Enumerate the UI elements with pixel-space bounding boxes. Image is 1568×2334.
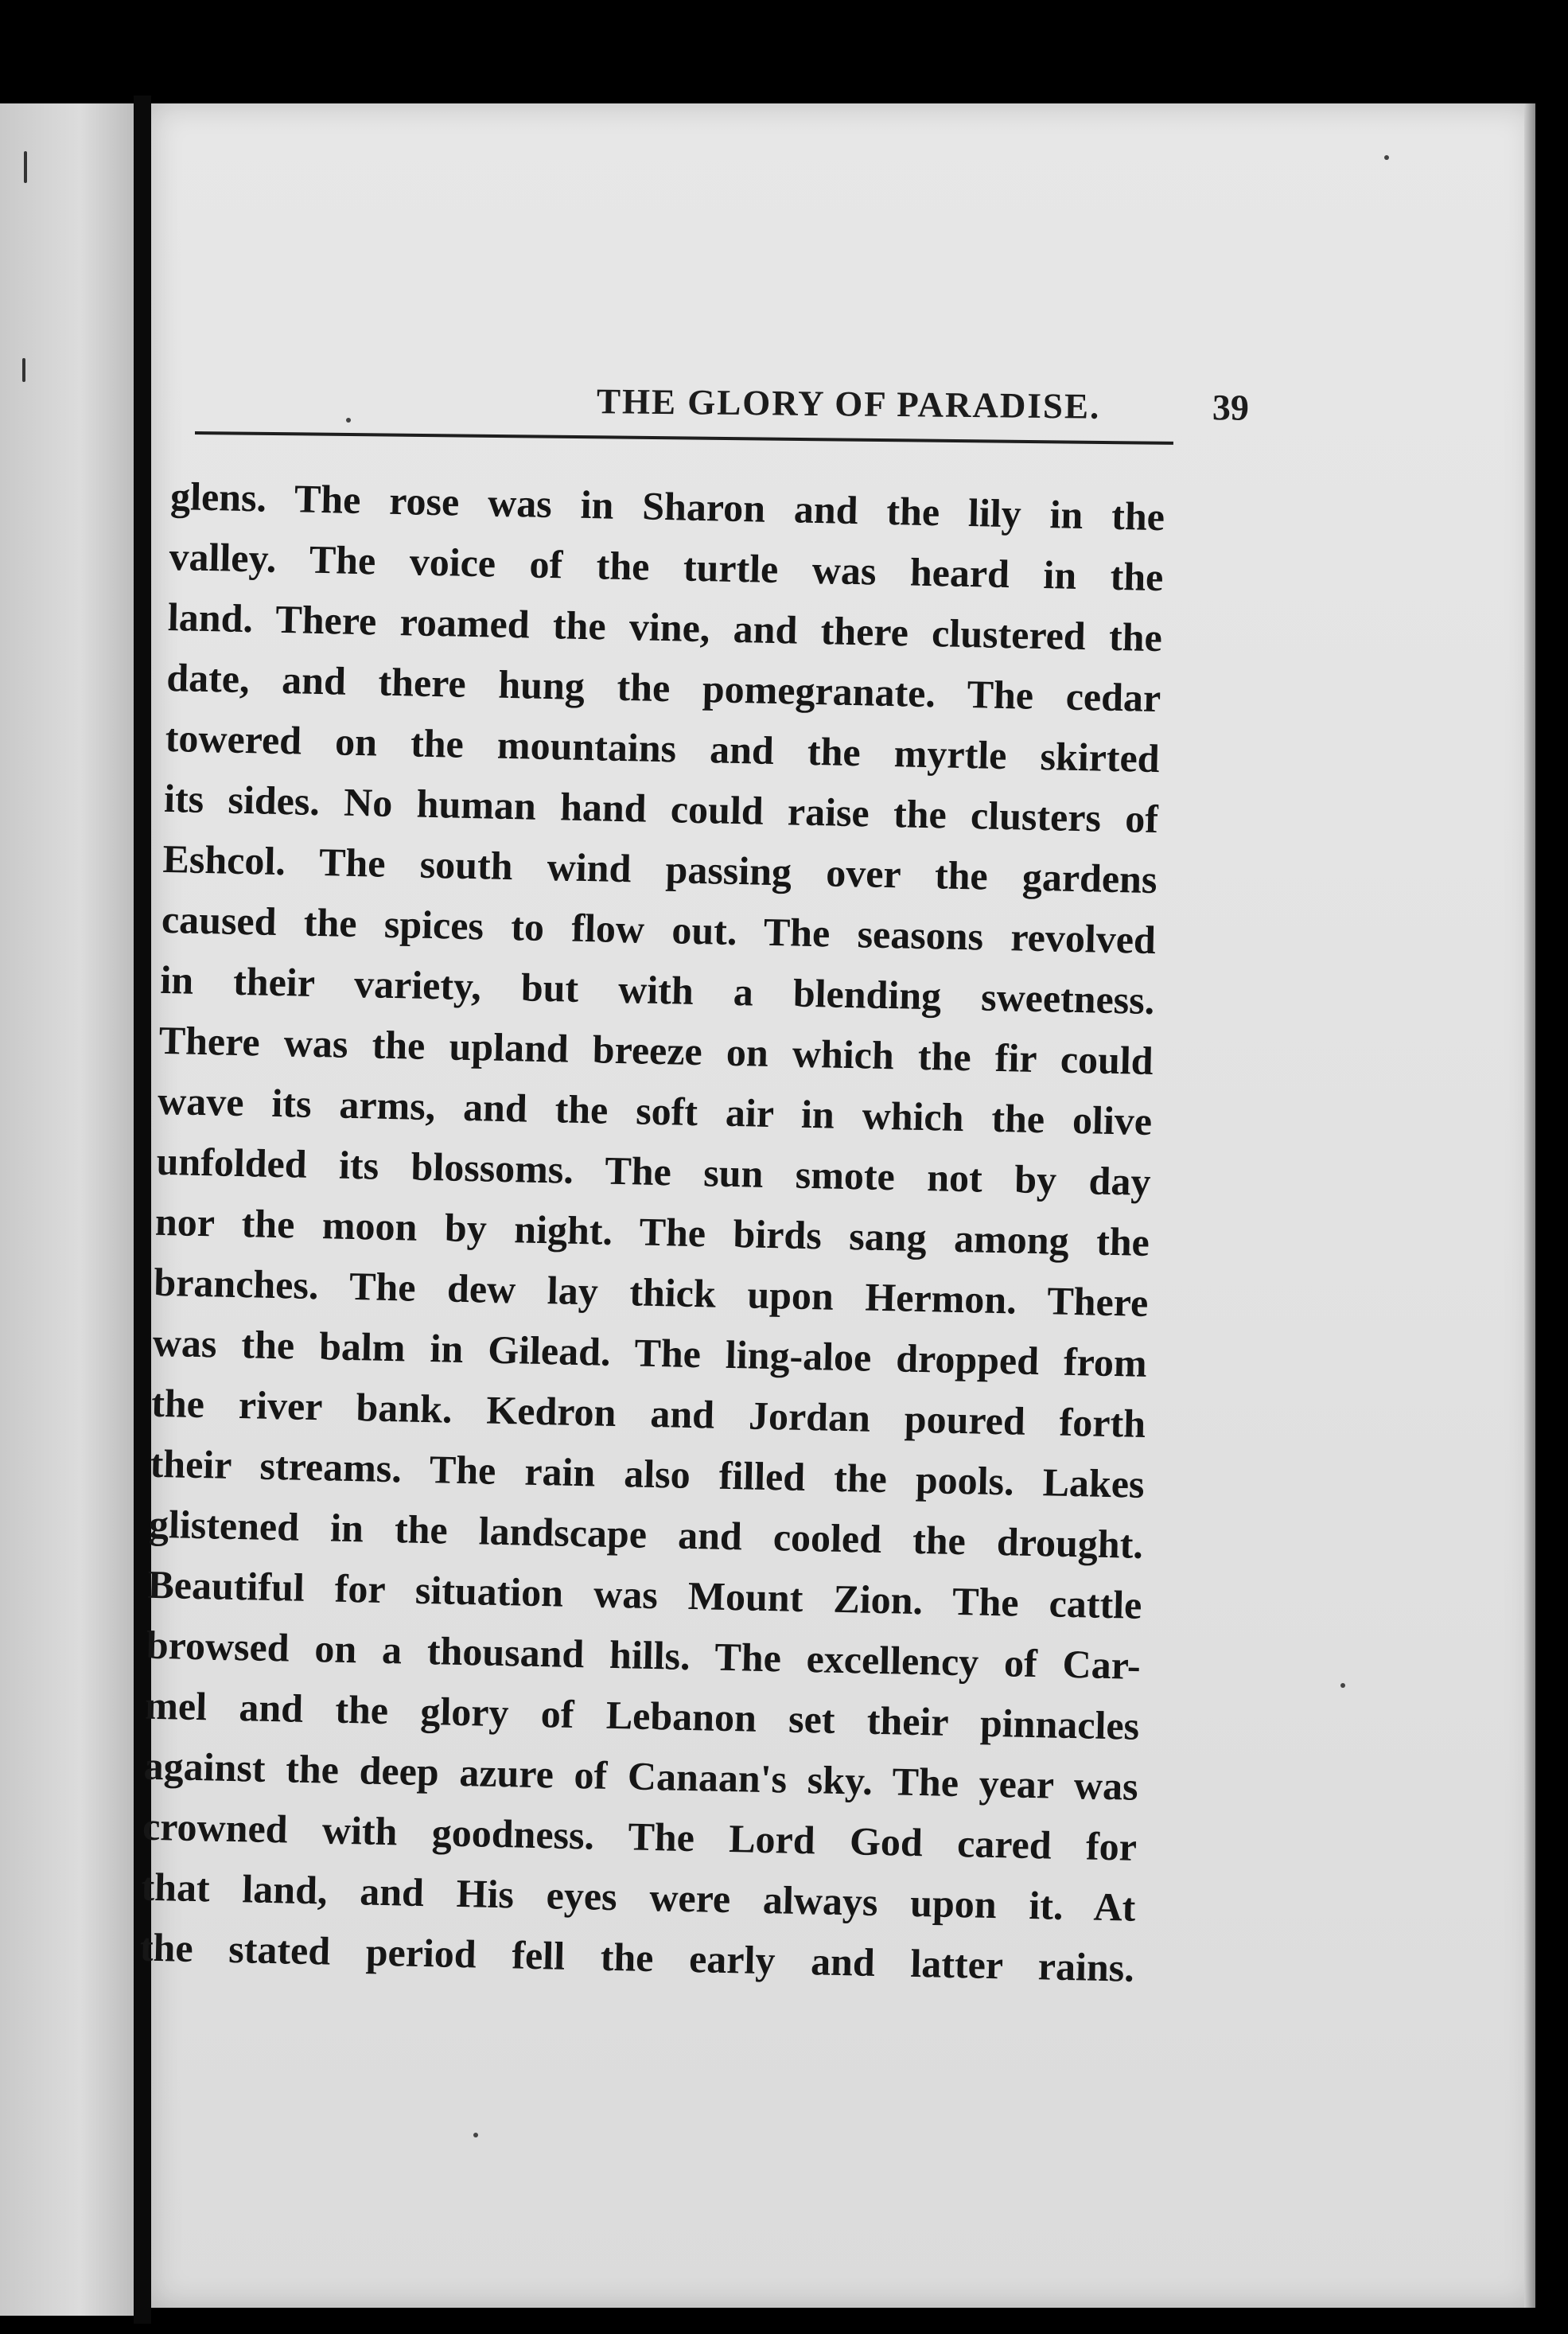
- text-line: in their variety, but with a blending sweetness.: [159, 957, 1155, 1023]
- text-line: towered on the mountains and the myrtle skirted: [165, 715, 1161, 781]
- book-gutter: [134, 95, 151, 2324]
- page-speck: [473, 2133, 478, 2137]
- body-text: [139, 466, 1165, 1998]
- page-number: 39: [1212, 387, 1250, 428]
- text-line: glistened in the landscape and cooled the drought.: [148, 1501, 1144, 1567]
- text-line: branches. The dew lay thick upon Hermon. There: [153, 1259, 1149, 1325]
- text-line: the river bank. Kedron and Jordan poured forth: [150, 1380, 1146, 1446]
- text-line: browsed on a thousand hills. The excellency of Car-: [146, 1622, 1142, 1688]
- running-head-title: THE GLORY OF PARADISE.: [596, 381, 1101, 427]
- page-speck: [1340, 1683, 1345, 1688]
- text-line: nor the moon by night. The birds sang among the: [154, 1198, 1150, 1264]
- text-line: valley. The voice of the turtle was heard in the: [169, 533, 1164, 600]
- text-line: glens. The rose was in Sharon and the lily in the: [169, 473, 1165, 540]
- page-speck: [346, 418, 351, 423]
- text-line: its sides. No human hand could raise the clusters of: [163, 775, 1159, 842]
- text-line: There was the upland breeze on which the fir could: [158, 1017, 1154, 1084]
- page-speck: [1384, 155, 1389, 160]
- page-edge-shadow: [1524, 103, 1535, 2308]
- text-line: their streams. The rain also filled the pools. Lakes: [150, 1440, 1146, 1506]
- text-line: that land, and His eyes were always upon it. At: [141, 1864, 1136, 1930]
- facing-page-edge: [0, 103, 134, 2316]
- text-line: Eshcol. The south wind passing over the gardens: [162, 836, 1158, 902]
- text-line: Beautiful for situation was Mount Zion. The cattle: [146, 1561, 1142, 1627]
- text-line: the stated period fell the early and latter rains.: [139, 1924, 1135, 1990]
- text-line: caused the spices to flow out. The seasons revolved: [161, 896, 1157, 963]
- text-line: against the deep azure of Canaan's sky. The year was: [143, 1743, 1139, 1809]
- text-line: date, and there hung the pomegranate. The cedar: [165, 654, 1161, 721]
- running-head: [438, 378, 1249, 429]
- text-line: was the balm in Gilead. The ling-aloe dropped from: [152, 1319, 1148, 1385]
- page-mark: [24, 151, 27, 183]
- text-line: unfolded its blossoms. The sun smote not by day: [156, 1138, 1152, 1204]
- text-line: mel and the glory of Lebanon set their pinnacles: [144, 1682, 1140, 1748]
- text-line: wave its arms, and the soft air in which the olive: [157, 1077, 1153, 1144]
- text-line: crowned with goodness. The Lord God cared for: [142, 1803, 1138, 1869]
- page-mark: [22, 358, 25, 382]
- text-line: land. There roamed the vine, and there clustered the: [167, 594, 1163, 660]
